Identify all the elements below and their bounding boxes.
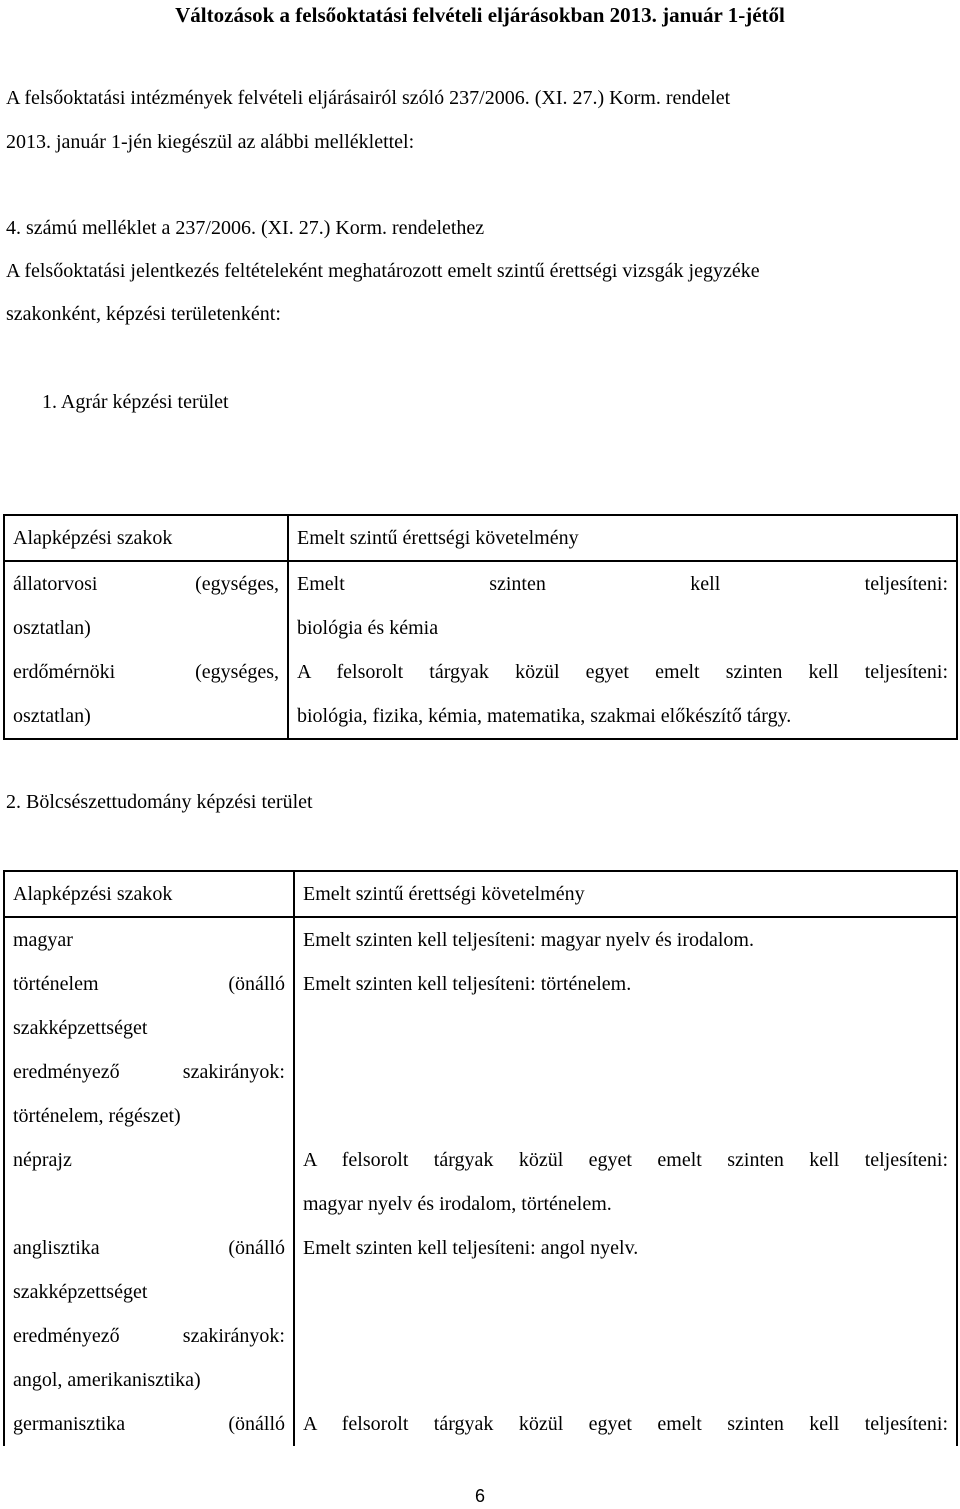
section2-header-col2: Emelt szintű érettségi követelmény [294,871,957,917]
cell-line: történelem, régészet) [13,1105,181,1127]
table-cell [4,1226,294,1402]
cell-line: biológia és kémia [297,617,439,639]
section1-table [3,514,958,740]
section1-header-row [4,515,957,561]
page-title: Változások a felsőoktatási felvételi eljárásokban 2013. január 1-jétől [175,3,785,27]
table-cell [4,561,288,650]
table-cell [4,1138,294,1226]
section2-table [3,870,958,1446]
cell-line: biológia, fizika, kémia, matematika, szakmai előkészítő tárgy. [297,705,792,727]
table-cell [4,917,294,962]
annex-line-3: szakonként, képzési területenként: [6,303,281,325]
cell-line: szakképzettséget [13,1017,148,1039]
cell-line: eredményező szakirányok: [13,1325,285,1347]
table-row [4,1226,957,1402]
table-row [4,561,957,650]
table-cell [4,1402,294,1446]
table-cell [294,917,957,962]
cell-line: Emelt szinten kell teljesíteni: [297,573,948,595]
section1-header-col1: Alapképzési szakok [4,515,288,561]
cell-line: magyar nyelv és irodalom, történelem. [303,1193,612,1215]
cell-line: állatorvosi (egységes, [13,573,279,595]
cell-line: angol, amerikanisztika) [13,1369,201,1391]
section2-heading: 2. Bölcsészettudomány képzési terület [6,791,313,813]
section2-header-col1: Alapképzési szakok [4,871,294,917]
cell-line: osztatlan) [13,617,91,639]
table-cell [4,962,294,1138]
table-cell [294,962,957,1138]
table-cell [294,1138,957,1226]
annex-line-1: 4. számú melléklet a 237/2006. (XI. 27.) Korm. rendelethez [6,217,485,239]
intro-line-1: A felsőoktatási intézmények felvételi eljárásairól szóló 237/2006. (XI. 27.) Korm. rendelet [6,87,731,109]
section1-heading: 1. Agrár képzési terület [42,391,229,413]
cell-line: osztatlan) [13,705,91,727]
cell-line: A felsorolt tárgyak közül egyet emelt szinten kell teljesíteni: [303,1413,948,1435]
table-cell [288,650,957,739]
table-row [4,917,957,962]
table-cell [288,561,957,650]
section1-header-col2: Emelt szintű érettségi követelmény [288,515,957,561]
cell-line: történelem (önálló [13,973,285,995]
table-row [4,962,957,1138]
cell-line: Emelt szinten kell teljesíteni: történelem. [303,973,632,995]
table-row [4,1402,957,1446]
cell-line: szakképzettséget [13,1281,148,1303]
cell-line: eredményező szakirányok: [13,1061,285,1083]
table-cell [294,1226,957,1402]
table-row [4,650,957,739]
cell-line: A felsorolt tárgyak közül egyet emelt szinten kell teljesíteni: [297,661,948,683]
table-cell [294,1402,957,1446]
annex-line-2: A felsőoktatási jelentkezés feltételeként meghatározott emelt szintű érettségi vizsgák jegyzéke [6,260,760,282]
cell-line: Emelt szinten kell teljesíteni: angol nyelv. [303,1237,639,1259]
cell-line: Emelt szinten kell teljesíteni: magyar nyelv és irodalom. [303,929,754,951]
cell-line: néprajz [13,1149,72,1171]
table-row [4,1138,957,1226]
page-number: 6 [474,1486,485,1506]
cell-line: A felsorolt tárgyak közül egyet emelt szinten kell teljesíteni: [303,1149,948,1171]
cell-line: erdőmérnöki (egységes, [13,661,279,683]
table-cell [4,650,288,739]
cell-line: magyar [13,929,73,951]
section2-header-row [4,871,957,917]
cell-line: germanisztika (önálló [13,1413,285,1435]
cell-line: anglisztika (önálló [13,1237,285,1259]
intro-line-2: 2013. január 1-jén kiegészül az alábbi melléklettel: [6,131,415,153]
